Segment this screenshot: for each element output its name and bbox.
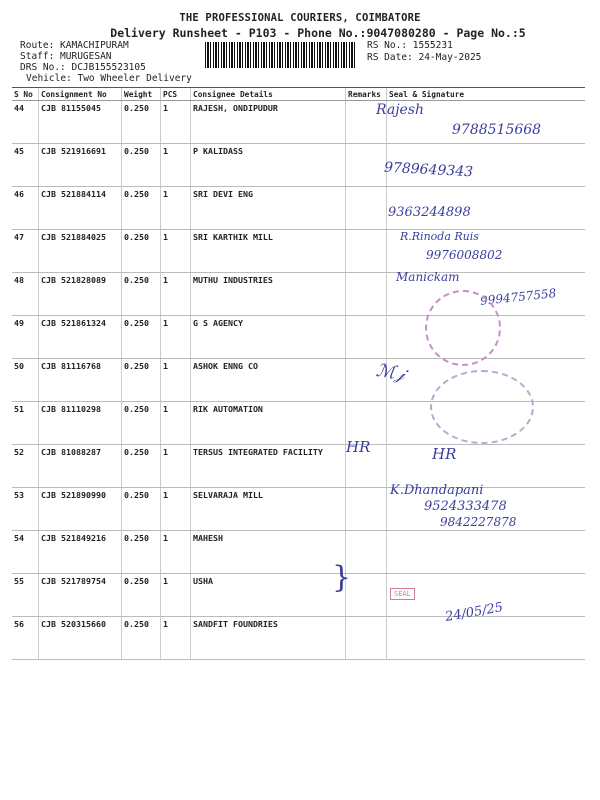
signature-47-phone: 9363244898 <box>388 205 471 220</box>
row-consignment: CJB 521884025 <box>39 230 122 273</box>
row-weight: 0.250 <box>122 402 161 445</box>
signature-48: Manickam <box>396 270 460 284</box>
row-consignment: CJB 521916691 <box>39 144 122 187</box>
row-consignment: CJB 521884114 <box>39 187 122 230</box>
row-weight: 0.250 <box>122 617 161 660</box>
table-row <box>12 531 585 574</box>
row-pcs: 1 <box>161 488 191 531</box>
table-header-row <box>12 88 585 101</box>
row-consignee: G S AGENCY <box>191 316 346 359</box>
table-row <box>12 445 585 488</box>
row-consignee: SANDFIT FOUNDRIES <box>191 617 346 660</box>
row-consignment: CJB 81116768 <box>39 359 122 402</box>
row-sno: 48 <box>12 273 39 316</box>
col-sno: S No <box>12 88 39 101</box>
row-sno: 46 <box>12 187 39 230</box>
signature-48-phone: 9994757558 <box>479 286 557 308</box>
row-consignee: RAJESH, ONDIPUDUR <box>191 101 346 144</box>
row-pcs: 1 <box>161 617 191 660</box>
row-consignee: SRI KARTHIK MILL <box>191 230 346 273</box>
row-consignee: MUTHU INDUSTRIES <box>191 273 346 316</box>
row-remarks <box>346 187 387 230</box>
row-consignment: CJB 520315660 <box>39 617 122 660</box>
staff: Staff: MURUGESAN <box>20 51 112 62</box>
col-weight: Weight <box>122 88 161 101</box>
vehicle: Vehicle: Two Wheeler Delivery <box>26 73 192 84</box>
row-weight: 0.250 <box>122 574 161 617</box>
signature-44-phone: 9788515668 <box>452 122 542 138</box>
row-weight: 0.250 <box>122 187 161 230</box>
remark-52-hr: HR <box>346 438 371 456</box>
row-signature <box>387 445 586 488</box>
row-sno: 49 <box>12 316 39 359</box>
row-sno: 55 <box>12 574 39 617</box>
route: Route: KAMACHIPURAM <box>20 40 129 51</box>
row-consignee: TERSUS INTEGRATED FACILITY <box>191 445 346 488</box>
row-pcs: 1 <box>161 273 191 316</box>
row-pcs: 1 <box>161 187 191 230</box>
table-row <box>12 144 585 187</box>
row-consignment: CJB 521849216 <box>39 531 122 574</box>
row-consignment: CJB 521789754 <box>39 574 122 617</box>
table-row <box>12 617 585 660</box>
row-pcs: 1 <box>161 402 191 445</box>
row-consignment: CJB 521828089 <box>39 273 122 316</box>
col-signature: Seal & Signature <box>387 88 586 101</box>
row-consignment: CJB 521890990 <box>39 488 122 531</box>
row-consignee: MAHESH <box>191 531 346 574</box>
row-sno: 54 <box>12 531 39 574</box>
row-pcs: 1 <box>161 531 191 574</box>
signature-54-phone: 9524333478 <box>424 499 507 514</box>
row-consignment: CJB 81155045 <box>39 101 122 144</box>
row-signature <box>387 617 586 660</box>
row-sno: 53 <box>12 488 39 531</box>
row-weight: 0.250 <box>122 488 161 531</box>
row-remarks <box>346 531 387 574</box>
col-consignee: Consignee Details <box>191 88 346 101</box>
row-remarks <box>346 230 387 273</box>
delivery-stamp: SEAL <box>390 588 415 600</box>
row-weight: 0.250 <box>122 273 161 316</box>
row-sno: 52 <box>12 445 39 488</box>
row-signature <box>387 531 586 574</box>
row-sno: 51 <box>12 402 39 445</box>
remark-52-hr-2: HR <box>432 445 457 463</box>
signature-54-phone2: 9842227878 <box>440 515 517 529</box>
drs-number: DRS No.: DCJB155523105 <box>20 62 146 73</box>
signature-50-scribble: ℳ𝒿 <box>374 360 407 385</box>
col-consignment: Consignment No <box>39 88 122 101</box>
rs-date: RS Date: 24-May-2025 <box>367 52 482 63</box>
row-sno: 56 <box>12 617 39 660</box>
row-consignee: ASHOK ENNG CO <box>191 359 346 402</box>
row-consignment: CJB 81088287 <box>39 445 122 488</box>
row-pcs: 1 <box>161 316 191 359</box>
row-weight: 0.250 <box>122 359 161 402</box>
col-remarks: Remarks <box>346 88 387 101</box>
row-consignment: CJB 521861324 <box>39 316 122 359</box>
automation-stamp <box>430 370 534 444</box>
row-sno: 50 <box>12 359 39 402</box>
row-consignee: SELVARAJA MILL <box>191 488 346 531</box>
row-consignee: RIK AUTOMATION <box>191 402 346 445</box>
rs-number: RS No.: 1555231 <box>367 40 453 51</box>
agency-stamp <box>425 290 501 366</box>
col-pcs: PCS <box>161 88 191 101</box>
table-row <box>12 187 585 230</box>
signature-45: 9789649343 <box>383 159 474 181</box>
row-remarks <box>346 617 387 660</box>
company-name: THE PROFESSIONAL COURIERS, COIMBATORE <box>179 12 421 24</box>
row-weight: 0.250 <box>122 531 161 574</box>
row-sno: 44 <box>12 101 39 144</box>
signature-54-name: K.Dhandapani <box>390 483 484 498</box>
row-pcs: 1 <box>161 359 191 402</box>
bracket-mark: } <box>332 560 352 595</box>
row-consignee: SRI DEVI ENG <box>191 187 346 230</box>
row-weight: 0.250 <box>122 445 161 488</box>
row-consignee: USHA <box>191 574 346 617</box>
barcode <box>205 42 357 68</box>
row-remarks <box>346 316 387 359</box>
row-consignee: P KALIDASS <box>191 144 346 187</box>
runsheet-title: Delivery Runsheet - P103 - Phone No.:9047080280 - Page No.:5 <box>110 26 526 40</box>
row-weight: 0.250 <box>122 230 161 273</box>
row-pcs: 1 <box>161 230 191 273</box>
row-pcs: 1 <box>161 574 191 617</box>
row-weight: 0.250 <box>122 144 161 187</box>
row-remarks <box>346 273 387 316</box>
row-pcs: 1 <box>161 101 191 144</box>
row-sno: 47 <box>12 230 39 273</box>
row-sno: 45 <box>12 144 39 187</box>
row-remarks <box>346 488 387 531</box>
signature-47-phone2: 9976008802 <box>426 248 503 262</box>
row-weight: 0.250 <box>122 101 161 144</box>
row-consignment: CJB 81110298 <box>39 402 122 445</box>
row-weight: 0.250 <box>122 316 161 359</box>
row-remarks <box>346 144 387 187</box>
signature-56-date: 24/05/25 <box>444 600 505 625</box>
row-pcs: 1 <box>161 144 191 187</box>
signature-47-name: R.Rinoda Ruis <box>400 230 479 243</box>
row-pcs: 1 <box>161 445 191 488</box>
row-remarks <box>346 574 387 617</box>
signature-44-name: Rajesh <box>376 102 425 118</box>
